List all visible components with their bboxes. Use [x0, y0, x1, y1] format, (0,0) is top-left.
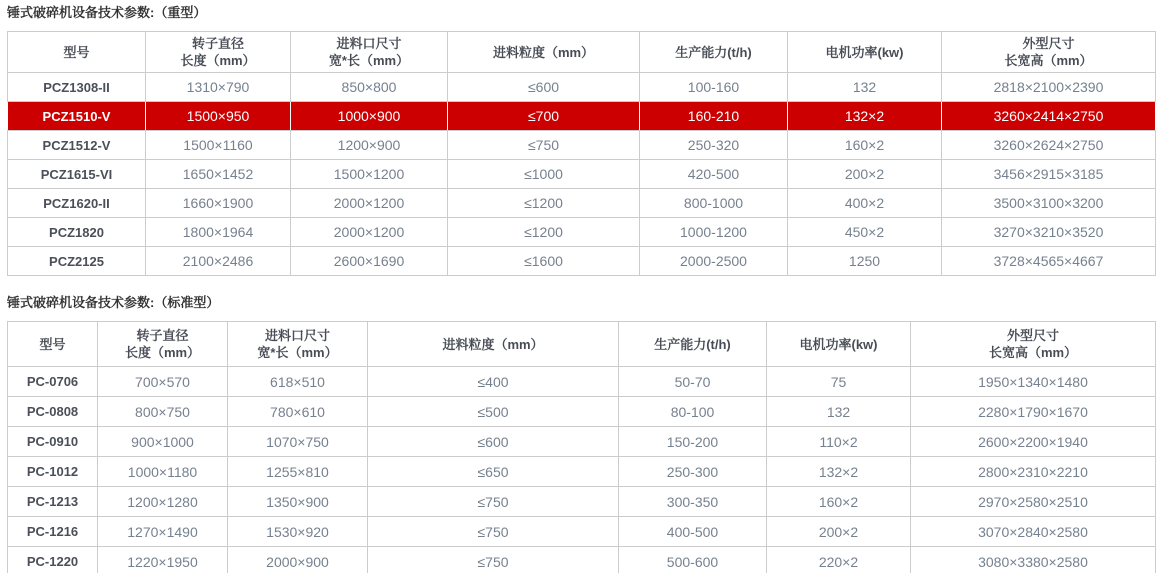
value-cell: 850×800	[291, 73, 448, 102]
table-row[interactable]	[8, 487, 1156, 517]
value-cell: 1500×1160	[146, 131, 291, 160]
value-cell: 700×570	[98, 367, 228, 397]
value-cell: 900×1000	[98, 427, 228, 457]
heavy-type-section	[7, 0, 1156, 276]
heavy-type-title: 锤式破碎机设备技术参数:（重型）	[7, 5, 207, 20]
model-cell: PCZ1620-II	[8, 189, 146, 218]
value-cell: 2970×2580×2510	[911, 487, 1156, 517]
value-cell: ≤500	[368, 397, 619, 427]
value-cell: 3260×2414×2750	[942, 102, 1156, 131]
table-row[interactable]	[8, 160, 1156, 189]
model-cell: PC-0910	[8, 427, 98, 457]
column-header-line: 电机功率(kw)	[799, 336, 878, 352]
column-header-line: 长宽高（mm）	[1004, 53, 1093, 68]
model-cell: PCZ1615-VI	[8, 160, 146, 189]
column-header	[368, 322, 619, 367]
value-cell: 1200×1280	[98, 487, 228, 517]
column-header-line: 进料粒度（mm）	[442, 336, 544, 352]
value-cell: 160×2	[788, 131, 942, 160]
value-cell: 2000-2500	[640, 247, 788, 276]
value-cell: 1530×920	[228, 517, 368, 547]
value-cell: 300-350	[619, 487, 767, 517]
value-cell: 1000×900	[291, 102, 448, 131]
standard-type-section	[7, 276, 1156, 573]
value-cell: 1250	[788, 247, 942, 276]
table-row[interactable]	[8, 427, 1156, 457]
model-cell: PCZ2125	[8, 247, 146, 276]
table-row[interactable]	[8, 247, 1156, 276]
value-cell: 1200×900	[291, 131, 448, 160]
value-cell: 3456×2915×3185	[942, 160, 1156, 189]
value-cell: 3500×3100×3200	[942, 189, 1156, 218]
value-cell: 250-320	[640, 131, 788, 160]
column-header	[640, 32, 788, 73]
column-header-line: 宽*长（mm）	[328, 53, 410, 68]
column-header	[228, 322, 368, 367]
model-cell: PC-1012	[8, 457, 98, 487]
table-row[interactable]	[8, 367, 1156, 397]
value-cell: 3080×3380×2580	[911, 547, 1156, 573]
table-row[interactable]	[8, 457, 1156, 487]
value-cell: ≤1200	[448, 189, 640, 218]
column-header	[911, 322, 1156, 367]
value-cell: 160-210	[640, 102, 788, 131]
value-cell: 1270×1490	[98, 517, 228, 547]
heavy-type-spec-table	[7, 31, 1156, 276]
value-cell: ≤750	[368, 487, 619, 517]
value-cell: ≤650	[368, 457, 619, 487]
model-cell: PC-1216	[8, 517, 98, 547]
model-cell: PCZ1510-V	[8, 102, 146, 131]
value-cell: 2600×1690	[291, 247, 448, 276]
value-cell: 400-500	[619, 517, 767, 547]
column-header-line: 长度（mm）	[180, 53, 256, 68]
header-row	[8, 322, 1156, 367]
value-cell: ≤400	[368, 367, 619, 397]
value-cell: 200×2	[767, 517, 911, 547]
column-header-line: 外型尺寸	[1006, 328, 1059, 343]
table-row[interactable]	[8, 547, 1156, 573]
value-cell: 200×2	[788, 160, 942, 189]
value-cell: 1255×810	[228, 457, 368, 487]
model-cell: PCZ1512-V	[8, 131, 146, 160]
column-header-line: 进料口尺寸	[264, 328, 330, 343]
value-cell: ≤750	[368, 547, 619, 573]
column-header-line: 进料粒度（mm）	[492, 44, 595, 60]
value-cell: 1660×1900	[146, 189, 291, 218]
value-cell: ≤700	[448, 102, 640, 131]
value-cell: ≤750	[448, 131, 640, 160]
value-cell: 150-200	[619, 427, 767, 457]
value-cell: 1000-1200	[640, 218, 788, 247]
column-header-line: 长宽高（mm）	[988, 345, 1078, 360]
column-header	[146, 32, 291, 73]
value-cell: 2000×900	[228, 547, 368, 573]
value-cell: 160×2	[767, 487, 911, 517]
value-cell: 800-1000	[640, 189, 788, 218]
model-cell: PC-1220	[8, 547, 98, 573]
column-header	[619, 322, 767, 367]
column-header-line: 生产能力(t/h)	[675, 44, 752, 60]
column-header-line: 进料口尺寸	[336, 36, 402, 51]
value-cell: 1350×900	[228, 487, 368, 517]
value-cell: 400×2	[788, 189, 942, 218]
model-cell: PC-0808	[8, 397, 98, 427]
column-header-line: 电机功率(kw)	[825, 44, 904, 60]
table-row[interactable]	[8, 73, 1156, 102]
value-cell: 110×2	[767, 427, 911, 457]
value-cell: 3260×2624×2750	[942, 131, 1156, 160]
value-cell: 2280×1790×1670	[911, 397, 1156, 427]
column-header	[8, 32, 146, 73]
value-cell: 1800×1964	[146, 218, 291, 247]
column-header	[291, 32, 448, 73]
value-cell: 1950×1340×1480	[911, 367, 1156, 397]
column-header	[788, 32, 942, 73]
column-header	[8, 322, 98, 367]
value-cell: 250-300	[619, 457, 767, 487]
value-cell: 132	[767, 397, 911, 427]
column-header-line: 外型尺寸	[1022, 36, 1075, 51]
value-cell: 2100×2486	[146, 247, 291, 276]
column-header-line: 型号	[63, 44, 90, 60]
value-cell: 3270×3210×3520	[942, 218, 1156, 247]
column-header-line: 长度（mm）	[124, 345, 201, 360]
table-row[interactable]	[8, 131, 1156, 160]
value-cell: 3728×4565×4667	[942, 247, 1156, 276]
value-cell: 75	[767, 367, 911, 397]
value-cell: 80-100	[619, 397, 767, 427]
value-cell: 1000×1180	[98, 457, 228, 487]
value-cell: ≤1600	[448, 247, 640, 276]
value-cell: ≤600	[448, 73, 640, 102]
standard-type-spec-table	[7, 321, 1156, 573]
column-header	[448, 32, 640, 73]
table-row[interactable]	[8, 189, 1156, 218]
value-cell: ≤750	[368, 517, 619, 547]
standard-type-title: 锤式破碎机设备技术参数:（标准型）	[7, 295, 220, 310]
value-cell: 500-600	[619, 547, 767, 573]
header-row	[8, 32, 1156, 73]
model-cell: PC-1213	[8, 487, 98, 517]
table-row[interactable]	[8, 517, 1156, 547]
column-header-line: 宽*长（mm）	[257, 345, 338, 360]
column-header	[942, 32, 1156, 73]
value-cell: 1650×1452	[146, 160, 291, 189]
value-cell: 2600×2200×1940	[911, 427, 1156, 457]
value-cell: 450×2	[788, 218, 942, 247]
value-cell: 2000×1200	[291, 218, 448, 247]
value-cell: 1500×1200	[291, 160, 448, 189]
value-cell: 132	[788, 73, 942, 102]
value-cell: 800×750	[98, 397, 228, 427]
value-cell: 2000×1200	[291, 189, 448, 218]
value-cell: 1310×790	[146, 73, 291, 102]
value-cell: 3070×2840×2580	[911, 517, 1156, 547]
table-row[interactable]	[8, 397, 1156, 427]
column-header	[98, 322, 228, 367]
value-cell: 100-160	[640, 73, 788, 102]
value-cell: ≤1000	[448, 160, 640, 189]
column-header-line: 生产能力(t/h)	[654, 336, 731, 352]
model-cell: PCZ1820	[8, 218, 146, 247]
value-cell: 220×2	[767, 547, 911, 573]
column-header-line: 转子直径	[136, 328, 189, 343]
value-cell: 132×2	[788, 102, 942, 131]
value-cell: 1220×1950	[98, 547, 228, 573]
value-cell: 618×510	[228, 367, 368, 397]
value-cell: 2818×2100×2390	[942, 73, 1156, 102]
table-row[interactable]	[8, 218, 1156, 247]
value-cell: 50-70	[619, 367, 767, 397]
value-cell: 2800×2310×2210	[911, 457, 1156, 487]
value-cell: 780×610	[228, 397, 368, 427]
model-cell: PC-0706	[8, 367, 98, 397]
column-header	[767, 322, 911, 367]
column-header-line: 转子直径	[191, 36, 244, 51]
value-cell: 132×2	[767, 457, 911, 487]
value-cell: ≤1200	[448, 218, 640, 247]
value-cell: 1070×750	[228, 427, 368, 457]
value-cell: 420-500	[640, 160, 788, 189]
value-cell: ≤600	[368, 427, 619, 457]
model-cell: PCZ1308-II	[8, 73, 146, 102]
column-header-line: 型号	[39, 336, 66, 352]
table-row[interactable]	[8, 102, 1156, 131]
value-cell: 1500×950	[146, 102, 291, 131]
